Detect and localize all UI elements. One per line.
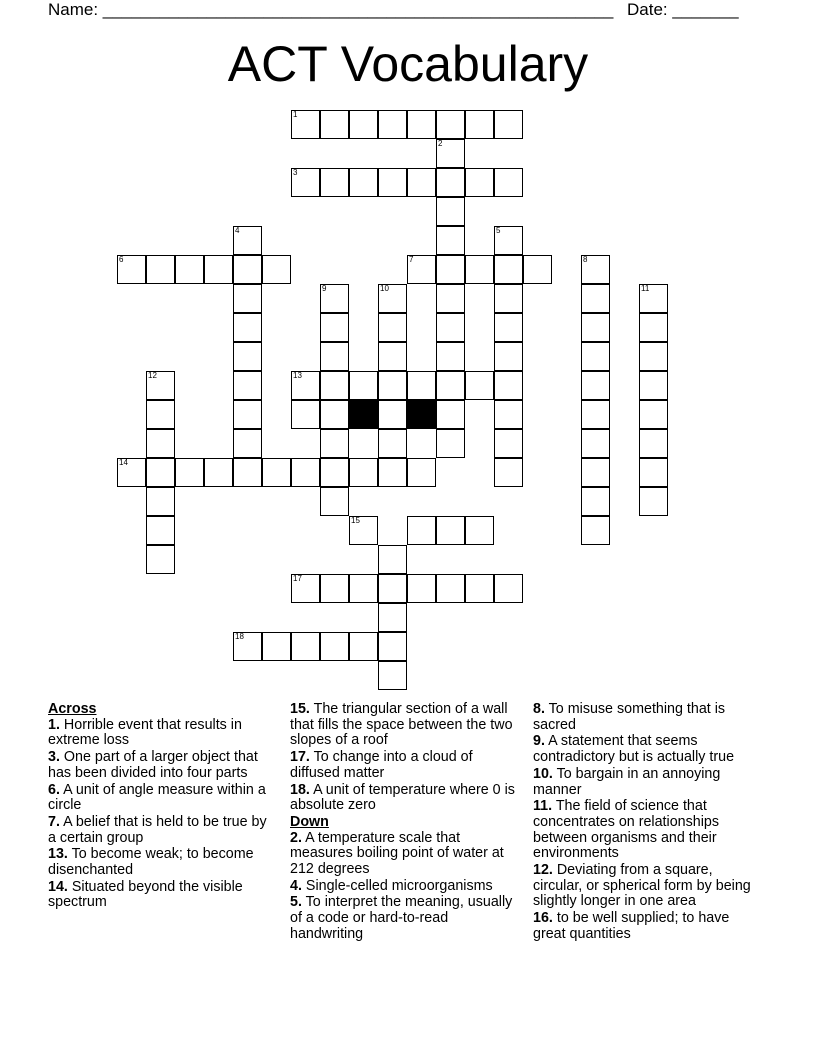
grid-cell[interactable] xyxy=(378,661,407,690)
clue-number: 1 xyxy=(293,110,298,119)
clue-number: 6 xyxy=(119,255,124,264)
grid-cell[interactable] xyxy=(378,545,407,574)
grid-cell[interactable] xyxy=(320,342,349,371)
grid-cell[interactable] xyxy=(233,342,262,371)
clues-column-3 xyxy=(533,702,761,944)
grid-cell[interactable] xyxy=(436,110,465,139)
grid-cell[interactable] xyxy=(639,458,668,487)
grid-cell[interactable] xyxy=(581,284,610,313)
grid-cell[interactable] xyxy=(378,371,407,400)
grid-cell[interactable] xyxy=(378,313,407,342)
grid-cell[interactable] xyxy=(465,516,494,545)
grid-cell[interactable] xyxy=(581,458,610,487)
grid-cell[interactable] xyxy=(320,371,349,400)
grid-cell[interactable] xyxy=(204,255,233,284)
grid-cell[interactable] xyxy=(320,429,349,458)
grid-cell[interactable] xyxy=(436,197,465,226)
grid-cell[interactable] xyxy=(146,545,175,574)
grid-cell[interactable] xyxy=(146,458,175,487)
grid-cell[interactable] xyxy=(291,110,320,139)
across-clue: 15. The triangular section of a wall that fills the space between the two slopes of a roof xyxy=(290,701,513,749)
grid-cell[interactable] xyxy=(262,255,291,284)
grid-cell[interactable] xyxy=(291,458,320,487)
grid-cell[interactable] xyxy=(233,284,262,313)
down-header: Down xyxy=(290,813,329,830)
grid-cell[interactable] xyxy=(407,574,436,603)
down-clue: 4. Single-celled microorganisms xyxy=(290,877,493,894)
grid-cell[interactable] xyxy=(436,574,465,603)
grid-cell[interactable] xyxy=(233,371,262,400)
grid-cell[interactable] xyxy=(349,574,378,603)
grid-cell[interactable] xyxy=(233,632,262,661)
grid-cell[interactable] xyxy=(436,400,465,429)
grid-cell[interactable] xyxy=(494,313,523,342)
clue-number: 7 xyxy=(409,255,414,264)
grid-cell[interactable] xyxy=(349,458,378,487)
grid-cell[interactable] xyxy=(465,574,494,603)
clue-number: 13 xyxy=(293,371,302,380)
grid-cell[interactable] xyxy=(146,429,175,458)
clue-number: 10 xyxy=(380,284,389,293)
across-header: Across xyxy=(48,701,97,717)
grid-cell[interactable] xyxy=(349,371,378,400)
grid-cell[interactable] xyxy=(639,284,668,313)
grid-cell[interactable] xyxy=(494,429,523,458)
clue-number: 12 xyxy=(148,371,157,380)
name-field[interactable]: Name: ______________________________________________________ xyxy=(48,0,614,19)
grid-cell[interactable] xyxy=(262,458,291,487)
grid-cell[interactable] xyxy=(407,371,436,400)
grid-cell[interactable] xyxy=(349,110,378,139)
grid-cell[interactable] xyxy=(494,255,523,284)
down-clue: 8. To misuse something that is sacred xyxy=(533,701,726,733)
grid-cell[interactable] xyxy=(436,313,465,342)
grid-cell[interactable] xyxy=(494,168,523,197)
grid-cell[interactable] xyxy=(146,516,175,545)
grid-cell[interactable] xyxy=(320,574,349,603)
grid-cell[interactable] xyxy=(349,632,378,661)
grid-cell[interactable] xyxy=(436,139,465,168)
grid-cell[interactable] xyxy=(117,255,146,284)
down-clue: 12. Deviating from a square, circular, or spherical form by being slightly longer in one area xyxy=(533,862,751,910)
grid-cell[interactable] xyxy=(233,458,262,487)
grid-cell[interactable] xyxy=(436,168,465,197)
clues-column-2 xyxy=(290,702,518,944)
grid-cell[interactable] xyxy=(146,400,175,429)
clue-number: 17 xyxy=(293,574,302,583)
grid-cell[interactable] xyxy=(378,168,407,197)
grid-cell[interactable] xyxy=(320,400,349,429)
grid-cell[interactable] xyxy=(581,429,610,458)
grid-cell[interactable] xyxy=(320,458,349,487)
grid-block xyxy=(349,400,378,429)
clue-number: 14 xyxy=(119,458,128,467)
page-title: ACT Vocabulary xyxy=(227,36,589,92)
down-clue: 16. to be well supplied; to have great quantities xyxy=(533,910,730,942)
grid-cell[interactable] xyxy=(523,255,552,284)
grid-cell[interactable] xyxy=(291,574,320,603)
grid-cell[interactable] xyxy=(639,313,668,342)
across-clue: 13. To become weak; to become disenchanted xyxy=(48,846,254,879)
grid-cell[interactable] xyxy=(233,313,262,342)
grid-cell[interactable] xyxy=(494,400,523,429)
grid-cell[interactable] xyxy=(175,458,204,487)
grid-cell[interactable] xyxy=(320,284,349,313)
grid-cell[interactable] xyxy=(465,255,494,284)
grid-cell[interactable] xyxy=(639,400,668,429)
grid-cell[interactable] xyxy=(494,574,523,603)
grid-cell[interactable] xyxy=(436,284,465,313)
clue-number: 4 xyxy=(235,226,240,235)
grid-cell[interactable] xyxy=(349,516,378,545)
grid-cell[interactable] xyxy=(233,429,262,458)
grid-cell[interactable] xyxy=(204,458,233,487)
clue-number: 18 xyxy=(235,632,244,641)
across-clue: 1. Horrible event that results in extreme loss xyxy=(48,716,242,749)
grid-cell[interactable] xyxy=(320,110,349,139)
grid-cell[interactable] xyxy=(146,255,175,284)
grid-cell[interactable] xyxy=(581,400,610,429)
grid-cell[interactable] xyxy=(233,255,262,284)
grid-cell[interactable] xyxy=(494,110,523,139)
grid-cell[interactable] xyxy=(465,371,494,400)
across-clue: 3. One part of a larger object that has been divided into four parts xyxy=(48,749,258,781)
grid-cell[interactable] xyxy=(581,313,610,342)
grid-cell[interactable] xyxy=(378,342,407,371)
grid-cell[interactable] xyxy=(581,487,610,516)
grid-cell[interactable] xyxy=(436,255,465,284)
grid-cell[interactable] xyxy=(262,632,291,661)
grid-cell[interactable] xyxy=(146,487,175,516)
clue-number: 3 xyxy=(293,168,298,177)
grid-cell[interactable] xyxy=(581,371,610,400)
grid-cell[interactable] xyxy=(117,458,146,487)
clue-number: 2 xyxy=(438,139,443,148)
grid-cell[interactable] xyxy=(378,429,407,458)
grid-cell[interactable] xyxy=(581,255,610,284)
grid-cell[interactable] xyxy=(378,632,407,661)
grid-cell[interactable] xyxy=(378,284,407,313)
grid-cell[interactable] xyxy=(465,110,494,139)
grid-cell[interactable] xyxy=(436,371,465,400)
grid-cell[interactable] xyxy=(639,487,668,516)
grid-cell[interactable] xyxy=(320,313,349,342)
across-clue: 17. To change into a cloud of diffused matter xyxy=(290,749,473,781)
grid-cell[interactable] xyxy=(494,458,523,487)
grid-cell[interactable] xyxy=(291,632,320,661)
date-field[interactable]: Date: _______ xyxy=(627,0,739,19)
across-clue: 6. A unit of angle measure within a circle xyxy=(48,781,266,814)
grid-cell[interactable] xyxy=(494,371,523,400)
grid-cell[interactable] xyxy=(639,429,668,458)
down-clue: 5. To interpret the meaning, usually of a code or hard-to-read handwriting xyxy=(290,894,513,942)
across-clue: 7. A belief that is held to be true by a certain group xyxy=(48,813,267,846)
grid-cell[interactable] xyxy=(320,487,349,516)
clue-number: 15 xyxy=(351,516,360,525)
grid-cell[interactable] xyxy=(378,574,407,603)
grid-cell[interactable] xyxy=(378,110,407,139)
grid-cell[interactable] xyxy=(436,516,465,545)
grid-cell[interactable] xyxy=(349,168,378,197)
grid-cell[interactable] xyxy=(291,168,320,197)
grid-cell[interactable] xyxy=(494,226,523,255)
down-clue: 9. A statement that seems contradictory but is actually true xyxy=(533,733,735,766)
grid-cell[interactable] xyxy=(465,168,494,197)
grid-cell[interactable] xyxy=(494,342,523,371)
clue-number: 8 xyxy=(583,255,588,264)
clue-number: 11 xyxy=(641,284,650,293)
down-clue: 10. To bargain in an annoying manner xyxy=(533,765,721,798)
grid-cell[interactable] xyxy=(175,255,204,284)
across-clue: 14. Situated beyond the visible spectrum xyxy=(48,878,243,911)
grid-cell[interactable] xyxy=(407,458,436,487)
clue-number: 5 xyxy=(496,226,501,235)
grid-block xyxy=(407,400,436,429)
grid-cell[interactable] xyxy=(639,371,668,400)
grid-cell[interactable] xyxy=(320,632,349,661)
grid-cell[interactable] xyxy=(436,226,465,255)
down-clue: 11. The field of science that concentrates on relationships between organisms and their environments xyxy=(533,798,719,862)
grid-cell[interactable] xyxy=(146,371,175,400)
clues-column-1 xyxy=(48,702,276,912)
grid-cell[interactable] xyxy=(494,284,523,313)
grid-cell[interactable] xyxy=(581,342,610,371)
grid-cell[interactable] xyxy=(407,255,436,284)
grid-cell[interactable] xyxy=(407,516,436,545)
grid-cell[interactable] xyxy=(378,458,407,487)
grid-cell[interactable] xyxy=(233,400,262,429)
grid-cell[interactable] xyxy=(407,168,436,197)
down-clue: 2. A temperature scale that measures boiling point of water at 212 degrees xyxy=(290,829,504,878)
grid-cell[interactable] xyxy=(639,342,668,371)
across-clue: 18. A unit of temperature where 0 is absolute zero xyxy=(290,781,515,814)
grid-cell[interactable] xyxy=(378,603,407,632)
clue-number: 9 xyxy=(322,284,327,293)
grid-cell[interactable] xyxy=(378,400,407,429)
grid-cell[interactable] xyxy=(291,371,320,400)
grid-cell[interactable] xyxy=(320,168,349,197)
grid-cell[interactable] xyxy=(436,429,465,458)
grid-cell[interactable] xyxy=(233,226,262,255)
grid-cell[interactable] xyxy=(291,400,320,429)
grid-cell[interactable] xyxy=(407,110,436,139)
grid-cell[interactable] xyxy=(581,516,610,545)
grid-cell[interactable] xyxy=(436,342,465,371)
